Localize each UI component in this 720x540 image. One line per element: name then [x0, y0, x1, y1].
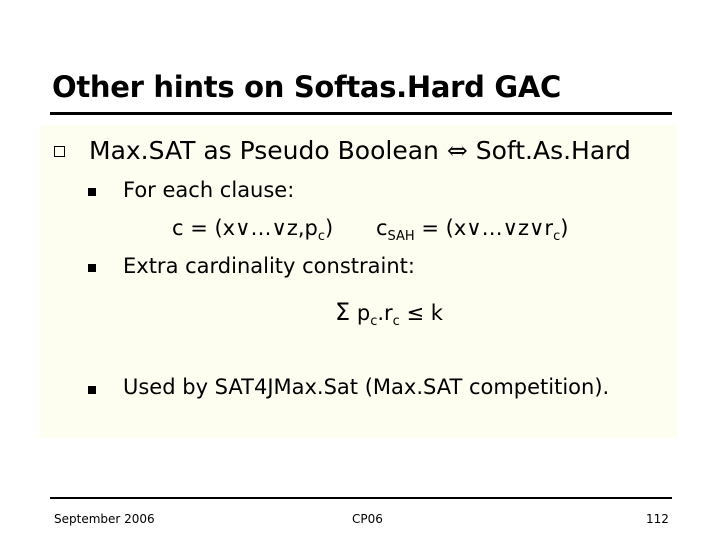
footer-rule: [50, 497, 672, 499]
footer-event: CP06: [352, 512, 383, 526]
bullet-used-by: Used by SAT4JMax.Sat (Max.SAT competition).: [123, 375, 610, 399]
square-bullet-icon: [88, 386, 96, 394]
slide-title: Other hints on Softas.Hard GAC: [52, 70, 562, 104]
bullet-extra: Extra cardinality constraint:: [123, 254, 415, 278]
footer-date: September 2006: [54, 512, 155, 526]
clause-c: $c = (x\vee\dots\vee z,p_c)$: [172, 216, 334, 244]
page-number: 112: [646, 512, 669, 526]
equivalence-symbol: ⇔: [446, 136, 468, 165]
square-bullet-icon: [88, 188, 96, 196]
cardinality-formula: Σ $p_c.r_c \le k$: [335, 298, 443, 329]
clause-sah: $c_{SAH}$ = $(x\vee\dots\vee z\vee r_c)$: [376, 216, 569, 244]
main-text-b: Soft.As.Hard: [467, 136, 631, 165]
bullet-main: [89, 136, 631, 165]
bullet-for-each: For each clause:: [123, 178, 295, 202]
title-underline: [50, 112, 672, 115]
main-text-a: Max.SAT as Pseudo Boolean: [89, 136, 447, 165]
square-bullet-icon: [88, 264, 96, 272]
hollow-square-bullet-icon: [54, 146, 65, 157]
